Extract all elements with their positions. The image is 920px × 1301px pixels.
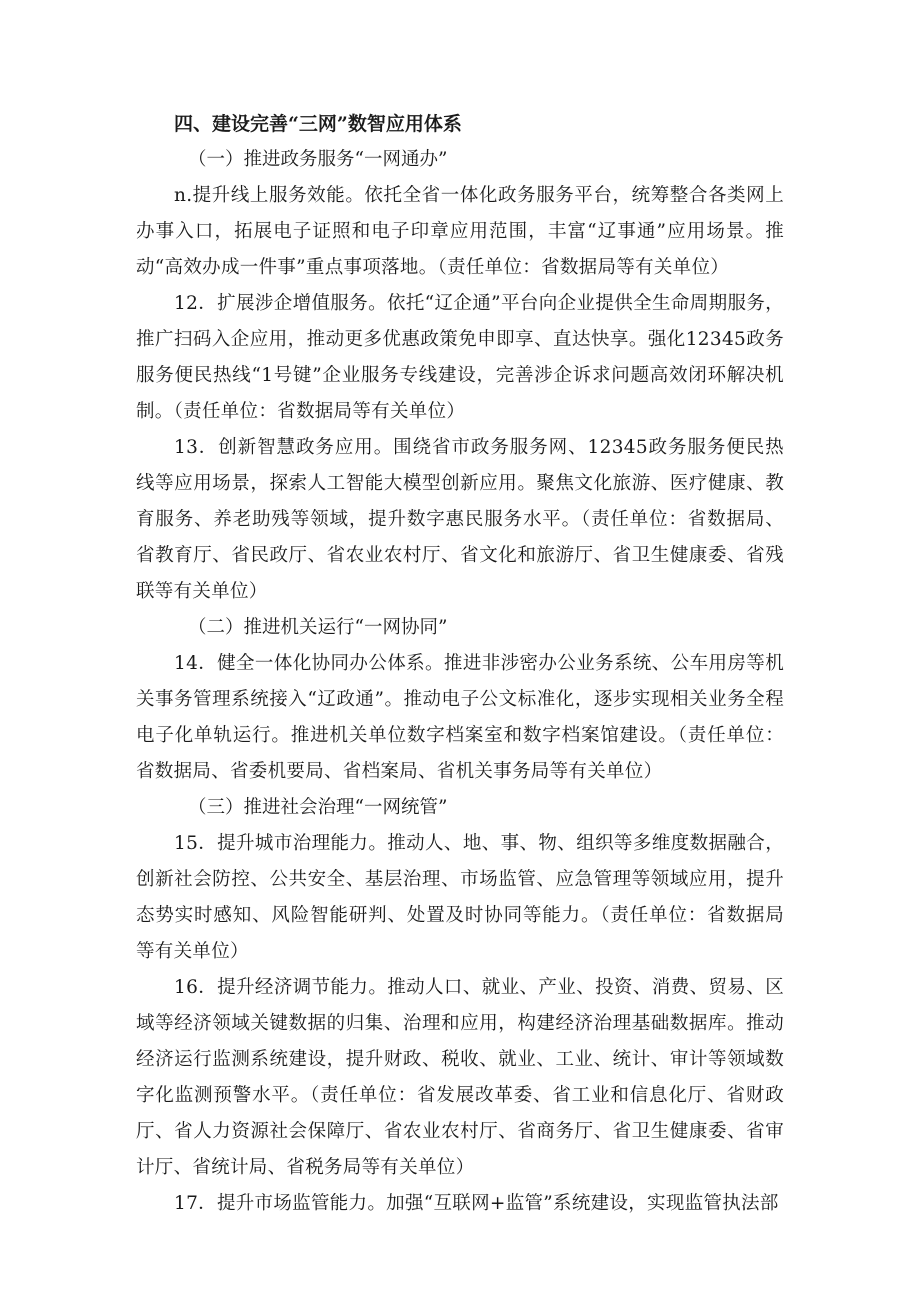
paragraph-item-12: 12．扩展涉企增值服务。依托“辽企通”平台向企业提供全生命周期服务，推广扫码入企应用，推动更多优惠政策免申即享、直达快享。强化12345政务服务便民热线“1号键”企业服务专线建设，完善涉企诉求问题高效闭环解决机制。（责任单位：省数据局等有关单位） (136, 293, 784, 422)
document-body (136, 106, 784, 1222)
paragraph-item-14: 14．健全一体化协同办公体系。推进非涉密办公业务系统、公车用房等机关事务管理系统接入“辽政通”。推动电子公文标准化，逐步实现相关业务全程电子化单轨运行。推进机关单位数字档案室和数字档案馆建设。（责任单位：省数据局、省委机要局、省档案局、省机关事务局等有关单位） (136, 653, 784, 782)
subsection-title-2: （二）推进机关运行“一网协同” (188, 617, 448, 638)
subsection-title-1: （一）推进政务服务“一网通办” (188, 149, 448, 170)
section-title: 四、建设完善“三网”数智应用体系 (174, 113, 462, 135)
paragraph-item-17: 17．提升市场监管能力。加强“互联网+监管”系统建设，实现监管执法部 (174, 1193, 779, 1214)
paragraph-item-11: n.提升线上服务效能。依托全省一体化政务服务平台，统筹整合各类网上办事入口，拓展电子证照和电子印章应用范围，丰富“辽事通”应用场景。推动“高效办成一件事”重点事项落地。（责任单位：省数据局等有关单位） (136, 185, 784, 278)
paragraph-item-13: 13．创新智慧政务应用。围绕省市政务服务网、12345政务服务便民热线等应用场景，探索人工智能大模型创新应用。聚焦文化旅游、医疗健康、教育服务、养老助残等领域，提升数字惠民服务水平。（责任单位：省数据局、省教育厅、省民政厅、省农业农村厅、省文化和旅游厅、省卫生健康委、省残联等有关单位） (136, 437, 784, 602)
paragraph-item-16: 16．提升经济调节能力。推动人口、就业、产业、投资、消费、贸易、区域等经济领域关键数据的归集、治理和应用，构建经济治理基础数据库。推动经济运行监测系统建设，提升财政、税收、就业、工业、统计、审计等领域数字化监测预警水平。（责任单位：省发展改革委、省工业和信息化厅、省财政厅、省人力资源社会保障厅、省农业农村厅、省商务厅、省卫生健康委、省审计厅、省统计局、省税务局等有关单位） (136, 977, 784, 1178)
paragraph-item-15: 15．提升城市治理能力。推动人、地、事、物、组织等多维度数据融合，创新社会防控、公共安全、基层治理、市场监管、应急管理等领域应用，提升态势实时感知、风险智能研判、处置及时协同等能力。（责任单位：省数据局等有关单位） (136, 833, 784, 962)
subsection-title-3: （三）推进社会治理“一网统管” (188, 797, 448, 818)
